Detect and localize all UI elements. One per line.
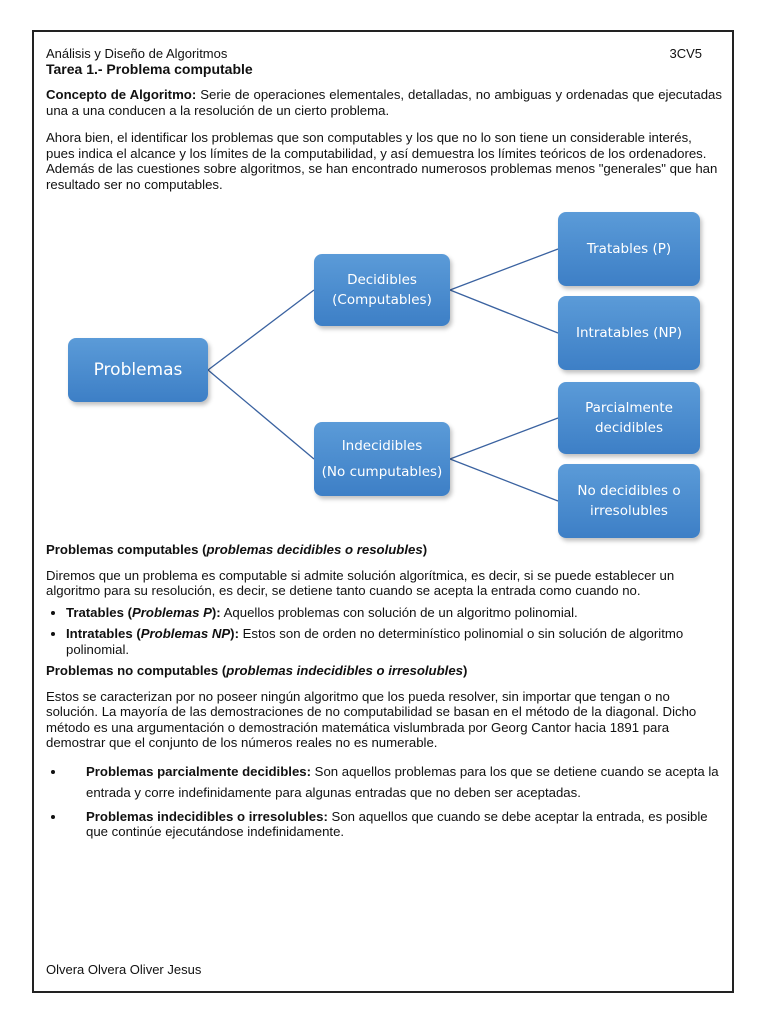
course-name: Análisis y Diseño de Algoritmos: [46, 46, 228, 61]
no-computables-text: Estos se caracterizan por no poseer ningún algoritmo que los pueda resolver, sin importar que tengan o no solución. La mayoría de las demostraciones de no computabilidad se basan en el método de la diagonal. Dicho método es una argumentación o demostración matemática vislumbrada por Georg Cantor hacia 1891 para demostrar que el conjunto de los números reales no es numerable.: [46, 688, 697, 750]
sections: [46, 542, 722, 846]
document-body: [46, 46, 722, 192]
list-item: • Intratables (Problemas NP): Estos son de orden no determinístico polinomial o sin solución de algoritmo polinomial.: [66, 626, 722, 657]
conn-decidibles-intratables: [450, 290, 558, 333]
node-problemas: Problemas: [68, 338, 208, 402]
classification-diagram: [46, 208, 726, 538]
computables-text: Diremos que un problema es computable si admite solución algorítmica, es decir, si se puede establecer un algoritmo para su resolución, es decir, se detiene tanto cuando se acepta la entrada como cuando no.: [46, 567, 675, 598]
computables-title: Problemas computables (problemas decidibles o resolubles): [46, 542, 428, 557]
header: [46, 46, 722, 62]
conn-indecidibles-nodecid: [450, 459, 558, 501]
concept-paragraph: [46, 87, 722, 118]
conn-indecidibles-parcial: [450, 418, 558, 459]
node-decidibles: Decidibles (Computables): [314, 254, 450, 326]
author-name: Olvera Olvera Oliver Jesus: [46, 962, 202, 977]
no-computables-title: Problemas no computables (problemas indecidibles o irresolubles): [46, 663, 468, 678]
node-intratables: Intratables (NP): [558, 296, 700, 370]
list-item: • Tratables (Problemas P): Aquellos problemas con solución de un algoritmo polinomial.: [66, 605, 722, 621]
node-parcialmente-decidibles: Parcialmente decidibles: [558, 382, 700, 454]
no-computables-list: [46, 761, 722, 840]
list-item: • Problemas parcialmente decidibles: Son aquellos problemas para los que se detiene cuando se acepta la entrada y corre indefinidamente para algunas entradas que no deben ser aceptadas.: [66, 761, 722, 803]
node-indecidibles: Indecidibles (No cumputables): [314, 422, 450, 496]
concept-term: Concepto de Algoritmo:: [46, 87, 197, 102]
intro-paragraph: Ahora bien, el identificar los problemas que son computables y los que no lo son tiene un considerable interés, pues indica el alcance y los límites de la computabilidad, y así demuestra los límites teóricos de los ordenadores. Además de las cuestiones sobre algoritmos, se han encontrado numerosos problemas menos "generales" que han resultado ser no computables.: [46, 130, 718, 192]
node-tratables: Tratables (P): [558, 212, 700, 286]
conn-problemas-decidibles: [208, 290, 314, 370]
node-no-decidibles: No decidibles o irresolubles: [558, 464, 700, 538]
concept-text: Serie de operaciones elementales, detalladas, no ambiguas y ordenadas que ejecutadas una a una conducen a la resolución de un cierto problema.: [46, 87, 722, 118]
conn-problemas-indecidibles: [208, 370, 314, 459]
list-item: • Problemas indecidibles o irresolubles: Son aquellos que cuando se debe aceptar la entrada, es posible que continúe ejecutándose indefinidamente.: [66, 809, 722, 840]
group-code: 3CV5: [669, 46, 702, 61]
conn-decidibles-tratables: [450, 249, 558, 290]
computables-list: [46, 605, 722, 658]
page-title: Tarea 1.- Problema computable: [46, 60, 253, 77]
